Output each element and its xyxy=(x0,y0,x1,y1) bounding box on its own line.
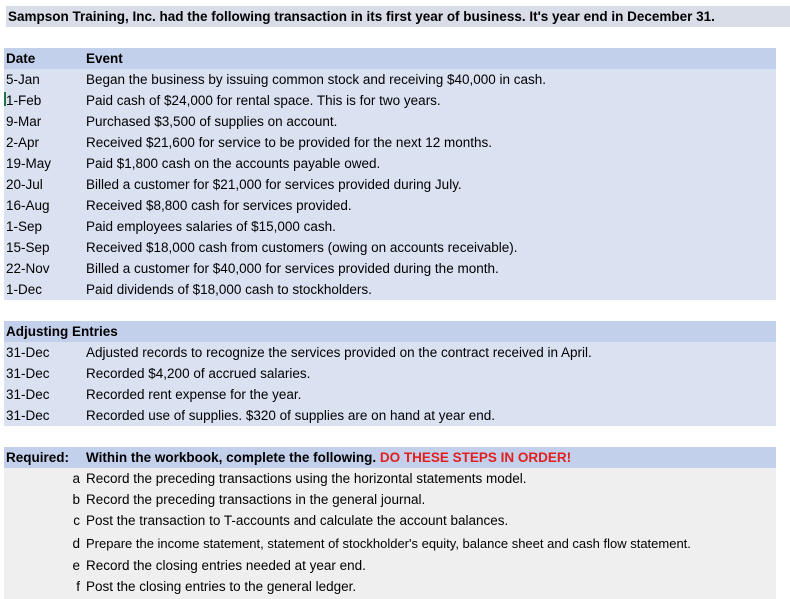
list-item: f Post the closing entries to the general ledger. xyxy=(76,579,357,594)
list-item: d Prepare the income statement, statement of stockholder's equity, balance sheet and cash flow statement. xyxy=(72,536,691,551)
required-instruction: Within the workbook, complete the following. xyxy=(86,450,377,465)
list-item: b Record the preceding transactions in the general journal. xyxy=(72,492,426,507)
list-item: a Record the preceding transactions using the horizontal statements model. xyxy=(72,471,527,486)
adjusting-header-row xyxy=(4,321,776,342)
page-title: Sampson Training, Inc. had the following transaction in its first year of business. It's year end in December 31. xyxy=(6,6,790,27)
date-column-header: Date xyxy=(6,51,36,66)
list-item: c Post the transaction to T-accounts and calculate the account balances. xyxy=(73,513,509,528)
event-column-header: Event xyxy=(86,51,123,66)
list-item: e Record the closing entries needed at year end. xyxy=(72,558,366,573)
required-warning: DO THESE STEPS IN ORDER! xyxy=(379,450,572,465)
required-label: Required: xyxy=(6,450,70,465)
cell-selection-marker[interactable] xyxy=(4,92,6,106)
